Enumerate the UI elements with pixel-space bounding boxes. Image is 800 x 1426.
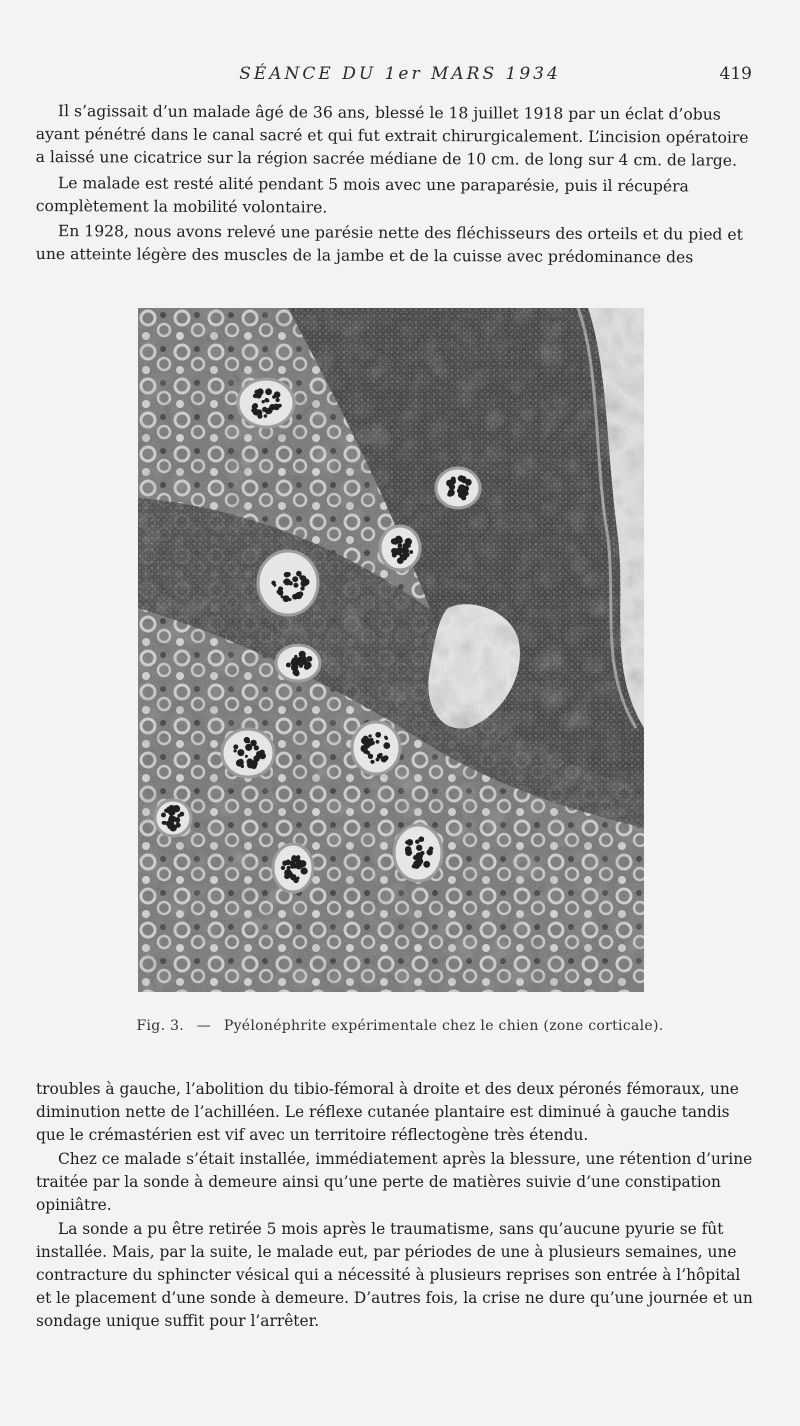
glomerulus-nucleus bbox=[370, 760, 374, 764]
glomerulus-nucleus bbox=[173, 805, 180, 812]
glomerulus-nucleus bbox=[245, 755, 248, 758]
glomerulus-nucleus bbox=[294, 865, 298, 869]
glomerulus-nucleus bbox=[426, 863, 429, 866]
glomerulus-nucleus bbox=[233, 744, 238, 749]
glomerulus-nucleus bbox=[397, 557, 404, 564]
glomerulus-nucleus bbox=[427, 849, 433, 855]
glomerulus-nucleus bbox=[375, 732, 381, 738]
glomerulus-nucleus bbox=[264, 414, 268, 418]
caption-separator: — bbox=[196, 1018, 212, 1034]
glomerulus-nucleus bbox=[292, 576, 298, 582]
glomerulus-nucleus bbox=[286, 662, 291, 667]
glomerulus-nucleus bbox=[363, 736, 369, 742]
glomerulus-capsule bbox=[238, 379, 294, 427]
glomerulus-nucleus bbox=[299, 655, 306, 662]
glomerulus-nucleus bbox=[265, 388, 272, 395]
glomerulus-nucleus bbox=[448, 492, 452, 496]
running-title: SÉANCE DU 1er MARS 1934 bbox=[239, 64, 561, 84]
glomerulus-nucleus bbox=[161, 812, 166, 817]
glomerulus-nucleus bbox=[244, 737, 250, 743]
glomerulus-nucleus bbox=[266, 399, 269, 402]
glomerulus-nucleus bbox=[265, 409, 270, 414]
glomerulus-nucleus bbox=[293, 583, 298, 588]
glomerulus-nucleus bbox=[391, 548, 397, 554]
glomerulus-nucleus bbox=[466, 481, 470, 485]
paragraph-paraparesis: Le malade est resté alité pendant 5 mois avec une paraparésie, puis il récupéra complètement la mobilité volontaire. bbox=[35, 174, 689, 217]
figure-label: Fig. 3. bbox=[136, 1018, 185, 1034]
paragraph-1928-findings: En 1928, nous avons relevé une parésie nette des fléchisseurs des orteils et du pied et une atteinte légère des muscles de la jambe et de la cuisse avec prédominance des bbox=[35, 222, 743, 267]
page-number: 419 bbox=[719, 64, 752, 84]
glomerulus-nucleus bbox=[300, 586, 304, 590]
glomerulus-nucleus bbox=[458, 491, 465, 498]
figure-caption bbox=[0, 1018, 800, 1034]
glomerulus-nucleus bbox=[405, 849, 412, 856]
glomerulus-capsule bbox=[436, 468, 480, 508]
glomerulus-nucleus bbox=[419, 859, 422, 862]
glomerulus-nucleus bbox=[257, 414, 262, 419]
glomerulus-nucleus bbox=[175, 822, 180, 827]
glomerulus-nucleus bbox=[417, 862, 421, 866]
glomerulus-nucleus bbox=[368, 734, 371, 737]
glomerulus-nucleus bbox=[162, 821, 165, 824]
glomerulus-nucleus bbox=[248, 762, 251, 765]
glomerulus-nucleus bbox=[177, 814, 180, 817]
glomerulus-capsule bbox=[352, 722, 400, 774]
glomerulus-capsule bbox=[222, 729, 274, 777]
page-header bbox=[0, 64, 800, 92]
glomerulus-nucleus bbox=[399, 554, 402, 557]
glomerulus-nucleus bbox=[251, 763, 257, 769]
glomerulus-nucleus bbox=[402, 547, 409, 554]
glomerulus-nucleus bbox=[391, 538, 397, 544]
glomerulus-nucleus bbox=[366, 751, 370, 755]
paragraph-catheter: La sonde a pu être retirée 5 mois après le traumatisme, sans qu’aucune pyurie se fût installée. Mais, par la suite, le malade eut, par périodes de une à plusieurs semaines, une contracture du sphincter vésical qui a nécessité à plusieurs reprises son entrée à l’hôpital et le placement d’une sonde à demeure. D’autres fois, la crise ne dure qu’une journée et un sondage unique suffit pour l’arrêter. bbox=[36, 1220, 753, 1330]
glomerulus-nucleus bbox=[301, 861, 306, 866]
glomerulus-nucleus bbox=[385, 737, 388, 740]
glomerulus-nucleus bbox=[168, 825, 171, 828]
glomerulus-nucleus bbox=[301, 868, 306, 873]
glomerulus-nucleus bbox=[298, 591, 303, 596]
glomerulus-nucleus bbox=[383, 742, 390, 749]
glomerulus-nucleus bbox=[241, 765, 244, 768]
glomerulus-nucleus bbox=[420, 851, 424, 855]
glomerulus-nucleus bbox=[284, 578, 291, 585]
glomerulus-nucleus bbox=[376, 758, 380, 762]
glomerulus-nucleus bbox=[273, 584, 276, 587]
glomerulus-nucleus bbox=[250, 740, 257, 747]
glomerulus-nucleus bbox=[381, 756, 387, 762]
histology-micrograph bbox=[138, 308, 644, 992]
glomerulus-nucleus bbox=[293, 669, 300, 676]
glomerulus-nucleus bbox=[304, 664, 310, 670]
glomerulus-nucleus bbox=[285, 859, 291, 865]
glomerulus-nucleus bbox=[167, 807, 172, 812]
glomerulus-nucleus bbox=[290, 874, 296, 880]
glomerulus-nucleus bbox=[233, 749, 236, 752]
glomerulus-nucleus bbox=[262, 400, 265, 403]
paragraph-patient-history: Il s’agissait d’un malade âgé de 36 ans, blessé le 18 juillet 1918 par un éclat d’obus ayant pénétré dans le canal sacré et qui fut extrait chirurgicalement. L’incision opératoire a laissé une cicatrice sur la région sacrée médiane de 10 cm. de long sur 4 cm. de large. bbox=[35, 102, 749, 170]
glomerulus-nucleus bbox=[370, 741, 374, 745]
glomerulus-nucleus bbox=[255, 755, 260, 760]
glomerulus-nucleus bbox=[272, 395, 276, 399]
glomerulus-nucleus bbox=[284, 873, 290, 879]
glomerulus-nucleus bbox=[307, 656, 313, 662]
glomerulus-nucleus bbox=[406, 839, 413, 846]
glomerulus-nucleus bbox=[273, 404, 280, 411]
glomerulus-nucleus bbox=[275, 398, 279, 402]
figure-caption-text: Pyélonéphrite expérimentale chez le chien (zone corticale). bbox=[223, 1018, 664, 1034]
glomerulus-nucleus bbox=[460, 476, 467, 483]
glomerulus-nucleus bbox=[300, 580, 307, 587]
glomerulus-nucleus bbox=[291, 856, 298, 863]
glomerulus-nucleus bbox=[407, 544, 411, 548]
glomerulus-nucleus bbox=[416, 845, 422, 851]
paragraph-reflexes: troubles à gauche, l’abolition du tibio-fémoral à droite et des deux péronés fémoraux, une diminution nette de l’achilléen. Le réflexe cutanée plantaire est diminué à gauche tandis que le crémastérien est vif avec un territoire réflectogène très étendu. bbox=[36, 1080, 739, 1144]
glomerulus-nucleus bbox=[397, 547, 400, 550]
glomerulus-nucleus bbox=[281, 866, 285, 870]
paragraph-retention: Chez ce malade s’était installée, immédiatement après la blessure, une rétention d’urine traitée par la sonde à demeure ainsi qu’une perte de matières suivie d’une constipation opiniâtre. bbox=[36, 1150, 753, 1214]
glomerulus-nucleus bbox=[168, 816, 175, 823]
micrograph-image bbox=[138, 308, 644, 992]
glomerulus-nucleus bbox=[379, 753, 383, 757]
glomerulus-nucleus bbox=[361, 745, 368, 752]
glomerulus-nucleus bbox=[284, 572, 290, 578]
glomerulus-nucleus bbox=[277, 590, 281, 594]
glomerulus-nucleus bbox=[283, 595, 290, 602]
glomerulus-nucleus bbox=[237, 749, 244, 756]
glomerulus-nucleus bbox=[415, 839, 419, 843]
glomerulus-nucleus bbox=[414, 857, 417, 860]
glomerulus-nucleus bbox=[409, 550, 413, 554]
glomerulus-nucleus bbox=[376, 740, 380, 744]
glomerulus-nucleus bbox=[257, 388, 264, 395]
glomerulus-nucleus bbox=[449, 484, 455, 490]
